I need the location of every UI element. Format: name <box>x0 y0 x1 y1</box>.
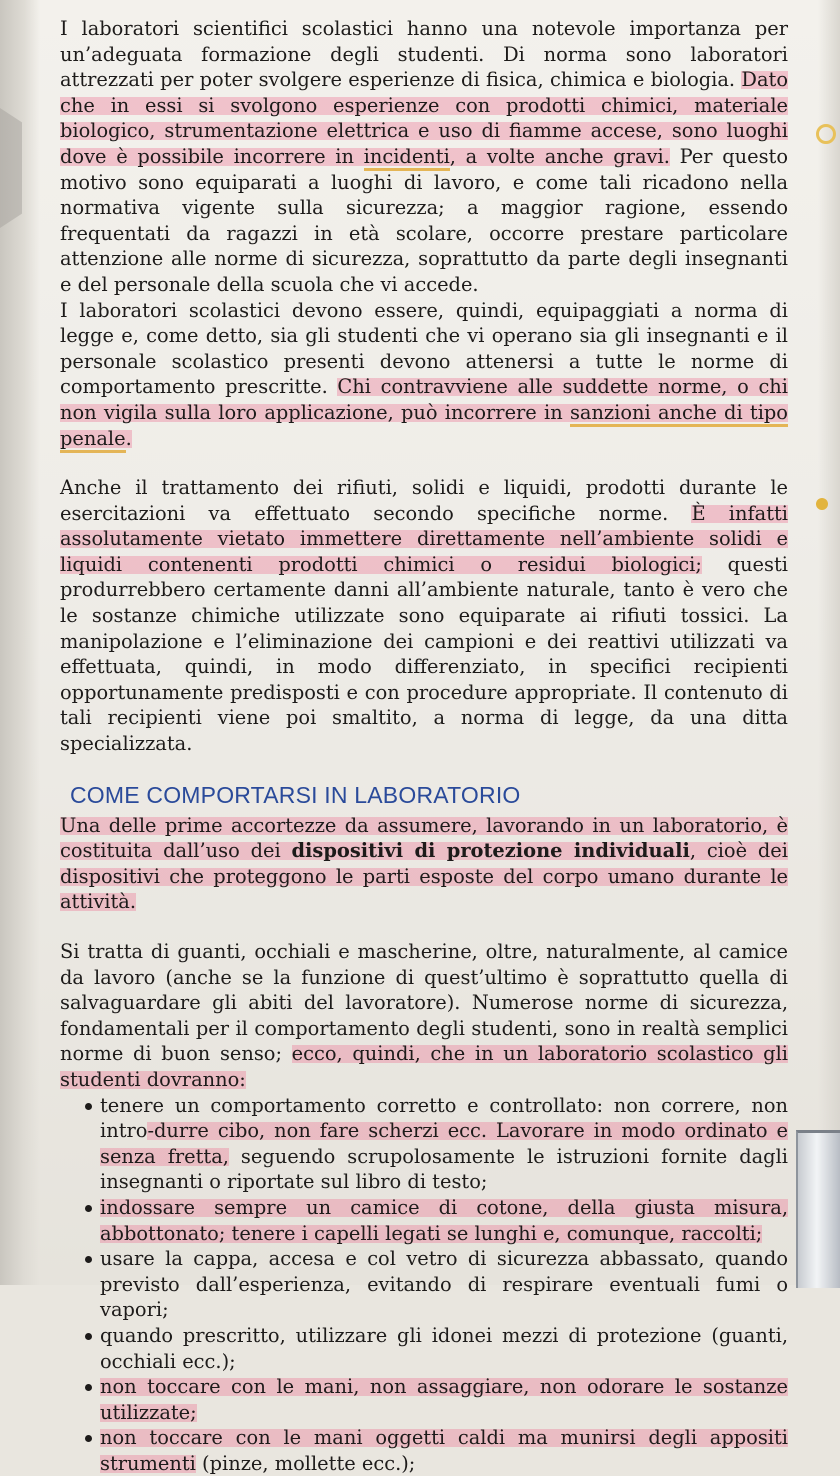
paragraph-waste <box>60 475 788 757</box>
highlight: indossare sempre un camice di cotone, della giusta misura, abbottonato; tenere i capelli legati se lunghi e, comunque, raccolti; <box>100 1195 788 1245</box>
bold-term: dispositivi di protezione individuali <box>291 839 690 863</box>
list-item <box>100 1374 788 1425</box>
paragraph-intro <box>60 16 788 298</box>
page-tab-shadow <box>0 108 22 228</box>
list-item <box>100 1195 788 1246</box>
text: usare la cappa, accesa e col vetro di sicurezza abbassato, quando previsto dall’esperienza, evitando di respirare eventuali fumi o vapori; <box>100 1247 788 1322</box>
text: tenere un comportamento corretto e controllato: non correre, non intro <box>100 1093 788 1143</box>
bullet-icon <box>85 1256 92 1263</box>
glass-beaker-edge <box>796 1130 840 1288</box>
bullet-icon <box>85 1435 92 1442</box>
highlight: non toccare con le mani, non assaggiare, non odorare le sostanze utilizzate; <box>100 1375 788 1424</box>
underlined-text: sanzioni anche di tipo penale <box>60 401 788 453</box>
section-heading: COME COMPORTARSI IN LABORATORIO <box>70 781 521 808</box>
highlight: -durre cibo, non fare scherzi ecc. Lavorare in modo ordinato e senza fretta, <box>100 1119 788 1168</box>
text: Anche il trattamento dei rifiuti, solidi e liquidi, prodotti durante le esercitazioni va effettuato secondo specifiche norme. <box>60 476 788 525</box>
paragraph-rules-intro <box>60 939 788 1093</box>
list-item <box>100 1323 788 1374</box>
list-item <box>100 1425 788 1476</box>
margin-ring-marker <box>816 124 836 144</box>
text: I laboratori scientifici scolastici hanno una notevole importanza per un’adeguata formazione degli studenti. Di norma sono laboratori attrezzati per poter svolgere esperienze di fisica, chimica e biologia. <box>60 17 788 92</box>
page-right-edge <box>818 0 840 1285</box>
page-content <box>60 16 788 1476</box>
text: Per questo motivo sono equiparati a luoghi di lavoro, e come tali ricadono nella normativa vigente sulla sicurezza; a maggior ragione, essendo frequentati da ragazzi in età scolare, occorre prestare particolare attenzione alle norme di sicurezza, soprattutto da parte degli insegnanti e del personale della scuola che vi accede. <box>60 144 788 296</box>
highlight: non toccare con le mani oggetti caldi ma munirsi degli appositi strumenti <box>100 1426 788 1475</box>
underlined-text: incidenti <box>364 145 450 171</box>
bullet-icon <box>85 1384 92 1391</box>
text: (pinze, mollette ecc.); <box>195 1451 416 1475</box>
text: , cioè dei dispositivi che proteggono le parti esposte del corpo umano durante le attività. <box>60 839 788 914</box>
text: Chi contravviene alle suddette norme, o chi non vigila sulla loro applicazione, può incorrere in <box>60 375 788 424</box>
highlight: È infatti assolutamente vietato immettere direttamente nell’ambiente solidi e liquidi contenenti prodotti chimici o residui biologici; <box>60 501 788 576</box>
text: I laboratori scolastici devono essere, quindi, equipaggiati a norma di legge e, come detto, sia gli studenti che vi operano sia gli insegnanti e il personale scolastico presenti devono attenersi a tutte le norme di comportamento prescritte. <box>60 298 788 399</box>
text: , a volte anche gravi. <box>449 144 670 168</box>
margin-dot-marker <box>816 498 828 510</box>
text: Si tratta di guanti, occhiali e mascherine, oltre, naturalmente, al camice da lavoro (anche se la funzione di quest’ultimo è soprattutto quella di salvaguardare gli abiti del lavoratore). Numerose norme di sicurezza, fondamentali per il comportamento degli studenti, sono in realtà semplici norme di buon senso; <box>60 940 788 1066</box>
rules-list <box>60 1093 788 1476</box>
highlight <box>60 814 788 914</box>
text: seguendo scrupolosamente le istruzioni fornite dagli insegnanti o riportate sul libro di testo; <box>100 1144 788 1194</box>
paragraph-equipment <box>60 298 788 452</box>
list-item <box>100 1093 788 1195</box>
text: questi produrrebbero certamente danni all’ambiente naturale, tanto è vero che le sostanze chimiche utilizzate sono equiparate ai rifiuti tossici. La manipolazione e l’eliminazione dei campioni e dei reattivi utilizzati va effettuata, quindi, in modo differenziato, in specifici recipienti opportunamente predisposti e con procedure appropriate. Il contenuto di tali recipienti viene poi smaltito, a norma di legge, da una ditta specializzata. <box>60 552 788 756</box>
text: quando prescritto, utilizzare gli idonei mezzi di protezione (guanti, occhiali ecc.); <box>100 1323 788 1373</box>
text: Dato che in essi si svolgono esperienze con prodotti chimici, materiale biologico, strumentazione elettrica e uso di fiamme accese, sono luoghi dove è possibile incorrere in <box>60 68 788 168</box>
bullet-icon <box>85 1333 92 1340</box>
text: Una delle prime accortezze da assumere, lavorando in un laboratorio, è costituita dall’uso dei <box>60 813 788 863</box>
bullet-icon <box>85 1103 92 1110</box>
paragraph-ppe <box>60 813 788 915</box>
bullet-icon <box>85 1205 92 1212</box>
text: . <box>125 426 132 450</box>
highlight: ecco, quindi, che in un laboratorio scolastico gli studenti dovranno: <box>60 1042 788 1091</box>
